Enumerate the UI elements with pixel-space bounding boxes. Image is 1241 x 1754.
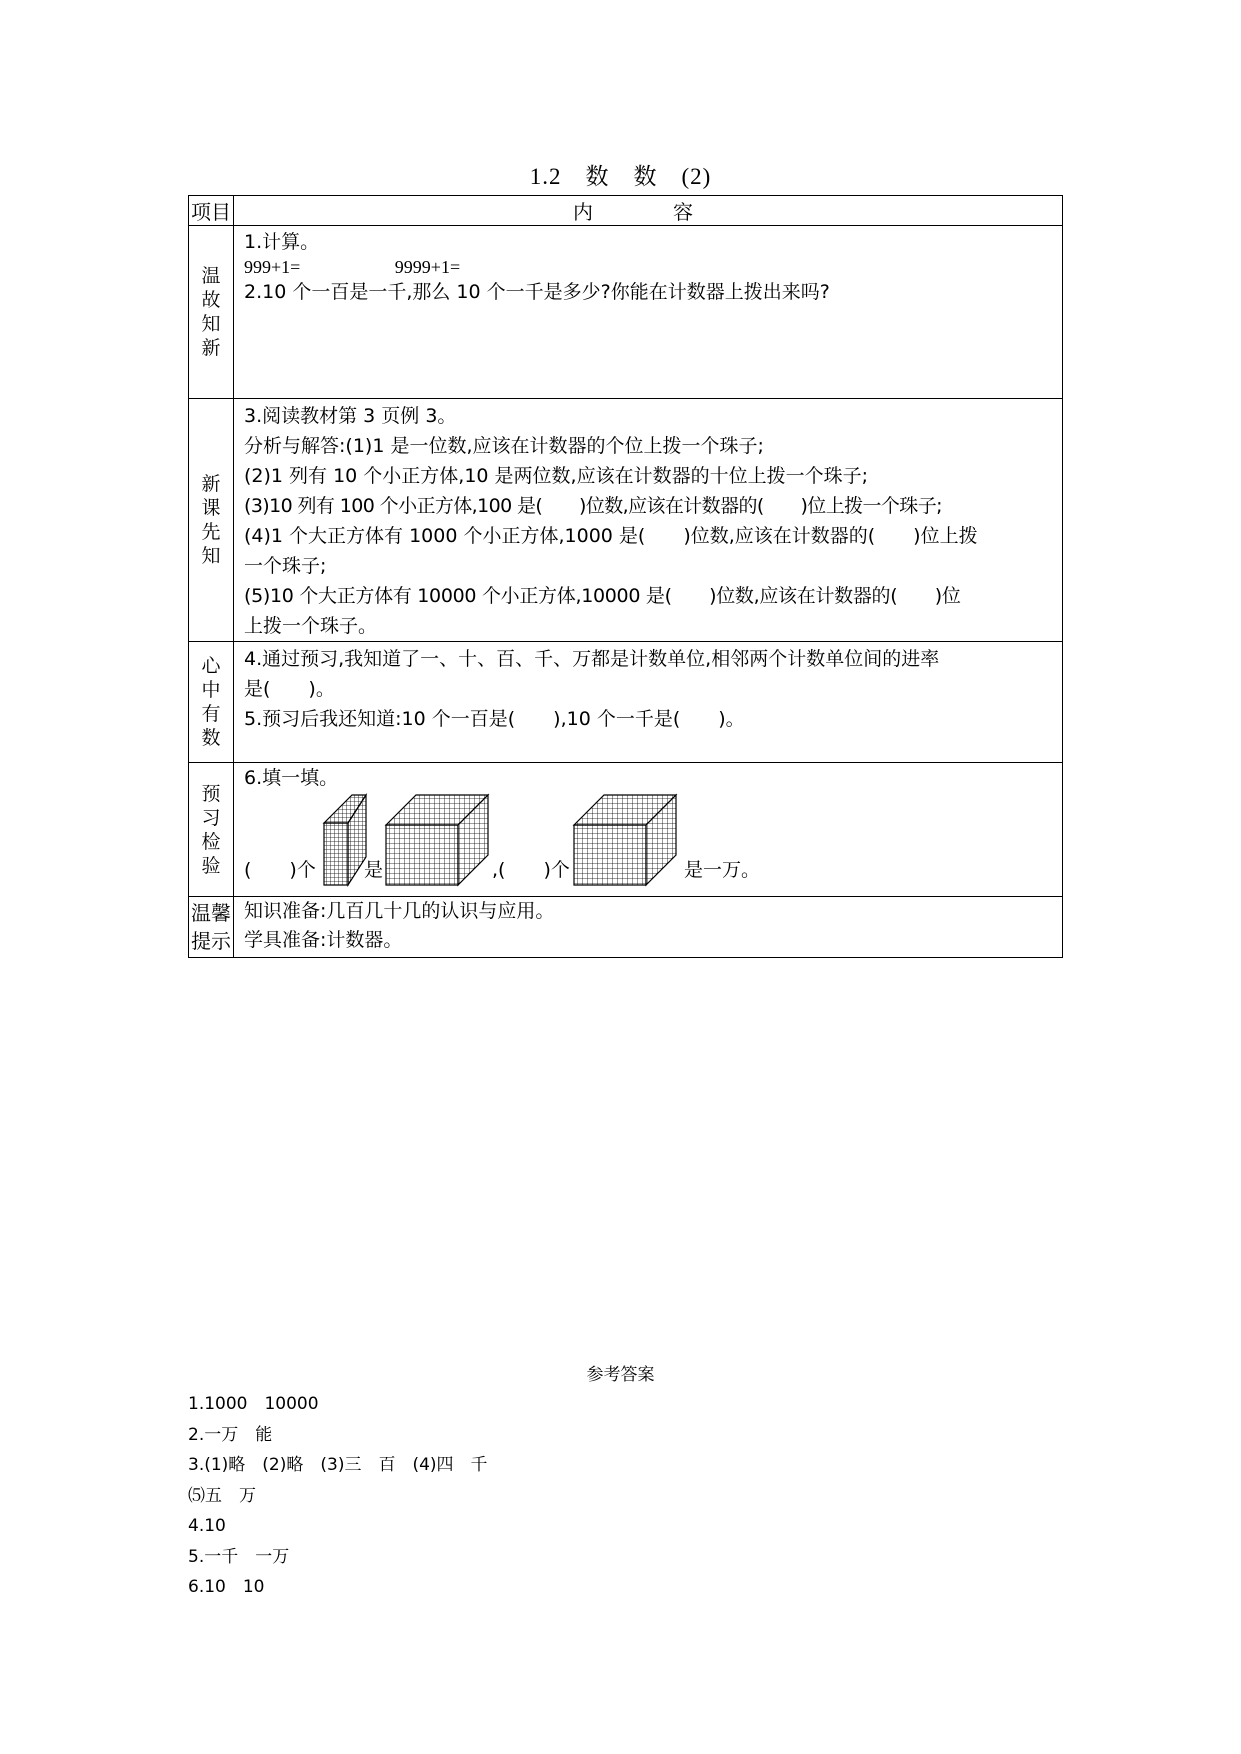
- section-check: [189, 763, 1063, 897]
- preview-table: [188, 195, 1063, 958]
- text-line: 4.通过预习,我知道了一、十、百、千、万都是计数单位,相邻两个计数单位间的进率: [244, 648, 940, 670]
- answer-line: ⑸五 万: [188, 1485, 256, 1506]
- answers-title: 参考答案: [586, 1365, 655, 1385]
- text-line: 2.10 个一百是一千,那么 10 个一千是多少?你能在计数器上拨出来吗?: [244, 281, 830, 303]
- text-line: (3)10 列有 100 个小正方体,100 是( )位数,应该在计数器的( )位上拨一个珠子;: [244, 495, 942, 517]
- section-new-lesson: [189, 399, 1063, 642]
- section-label: 温故知新: [201, 265, 221, 359]
- text-line: 1.计算。: [244, 231, 320, 253]
- answer-line: 1.1000 10000: [188, 1394, 319, 1414]
- text-line: (5)10 个大正方体有 10000 个小正方体,10000 是( )位数,应该在计数器的( )位: [244, 585, 961, 607]
- section-label: 温馨提示: [191, 901, 231, 953]
- text-line: (4)1 个大正方体有 1000 个小正方体,1000 是( )位数,应该在计数器的( )位上拨: [244, 525, 978, 547]
- section-tips: [189, 897, 1063, 958]
- page-title: 1.2 数 数 (2): [529, 164, 712, 189]
- answers-list: [188, 1389, 488, 1603]
- text-line: 6.填一填。: [244, 767, 339, 789]
- text-line: 5.预习后我还知道:10 个一百是( ),10 个一千是( )。: [244, 708, 745, 730]
- answer-line: 2.一万 能: [188, 1424, 273, 1445]
- header-content: 内 容: [234, 196, 1063, 226]
- answer-line: 4.10: [188, 1516, 226, 1536]
- text-line: (2)1 列有 10 个小正方体,10 是两位数,应该在计数器的十位上拨一个珠子;: [244, 465, 868, 487]
- text-line: 3.阅读教材第 3 页例 3。: [244, 405, 457, 427]
- text-line: 分析与解答:(1)1 是一位数,应该在计数器的个位上拨一个珠子;: [244, 435, 764, 457]
- answer-line: 5.一千 一万: [188, 1546, 290, 1567]
- section-mind: [189, 642, 1063, 763]
- text-line: 上拨一个珠子。: [244, 615, 378, 637]
- table-header-row: [189, 196, 1063, 226]
- text-is: 是: [364, 859, 384, 881]
- thousand-cube-image: [572, 793, 678, 887]
- answer-line: 3.(1)略 (2)略 (3)三 百 (4)四 千: [188, 1455, 488, 1475]
- hundred-slab-image: [322, 793, 368, 887]
- text-is-ten-thousand: 是一万。: [684, 859, 761, 881]
- section-label: 新课先知: [201, 473, 221, 567]
- text-line: 知识准备:几百几十几的认识与应用。: [244, 900, 555, 922]
- blank-count-2: ,( )个: [492, 859, 570, 881]
- section-label: 心中有数: [201, 655, 221, 749]
- blank-count-1: ( )个: [244, 859, 316, 881]
- text-line: 是( )。: [244, 678, 335, 700]
- section-label: 预习检验: [201, 782, 221, 877]
- text-line: 一个珠子;: [244, 555, 327, 577]
- thousand-cube-image: [384, 793, 490, 887]
- section-review: [189, 226, 1063, 399]
- cube-figure: [244, 793, 1054, 885]
- text-line: 999+1= 9999+1=: [244, 257, 461, 277]
- text-line: 学具准备:计数器。: [244, 929, 403, 951]
- header-label: 项目: [189, 196, 234, 226]
- answer-line: 6.10 10: [188, 1577, 265, 1597]
